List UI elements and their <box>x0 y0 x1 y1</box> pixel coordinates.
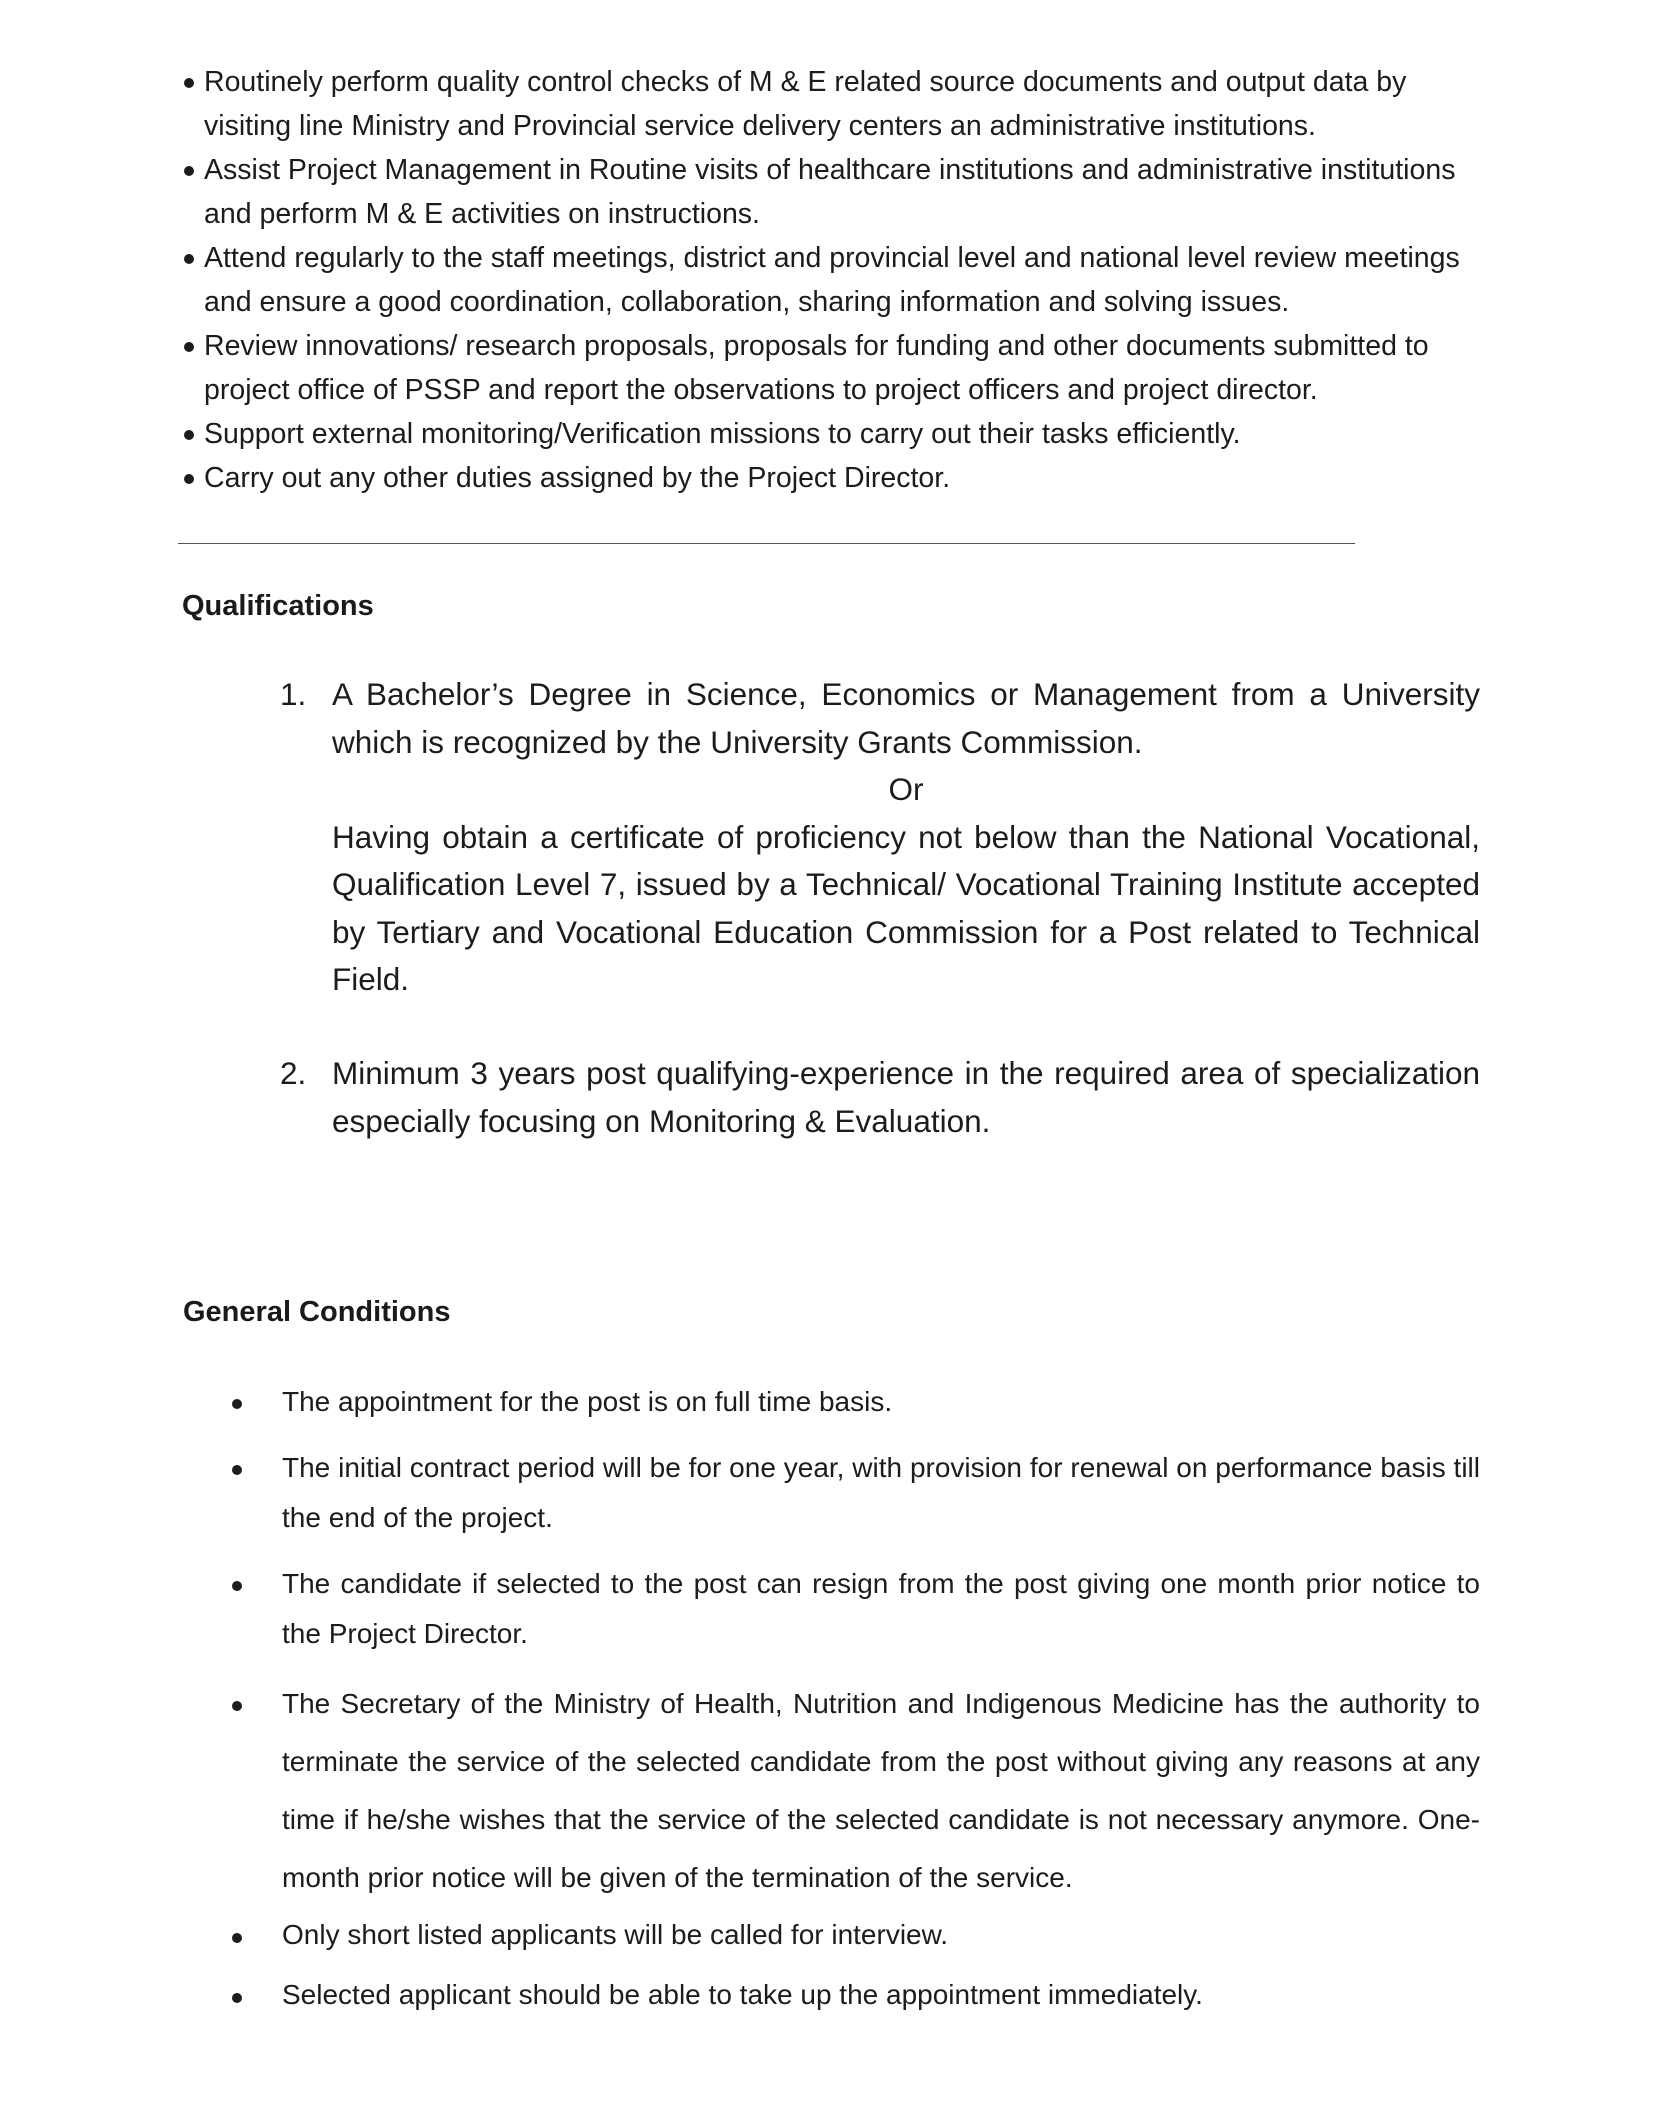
general-conditions-heading: General Conditions <box>183 1296 451 1328</box>
horizontal-divider <box>178 543 1355 544</box>
list-item <box>176 456 1476 500</box>
list-item <box>176 148 1476 236</box>
list-item <box>176 412 1476 456</box>
list-item <box>176 60 1476 148</box>
condition-text: The appointment for the post is on full time basis. <box>282 1386 893 1417</box>
qualification-text: A Bachelor’s Degree in Science, Economics or Management from a University which is recognized by the University Grants Commission. <box>332 676 1480 760</box>
bullet-icon <box>184 166 194 176</box>
condition-text: The candidate if selected to the post can resign from the post giving one month prior notice to the Project Director. <box>282 1568 1480 1649</box>
bullet-icon <box>232 1581 242 1591</box>
bullet-icon <box>184 78 194 88</box>
bullet-icon <box>232 1465 242 1475</box>
list-item <box>230 1973 1480 2017</box>
condition-text: Only short listed applicants will be called for interview. <box>282 1919 949 1950</box>
duty-text: Review innovations/ research proposals, proposals for funding and other documents submitted to project office of PSSP and report the observations to project officers and project director. <box>204 330 1429 406</box>
condition-text: The Secretary of the Ministry of Health, Nutrition and Indigenous Medicine has the authority to terminate the service of the selected candidate from the post without giving any reasons at any time if he/she wishes that the service of the selected candidate is not necessary anymore. One-month prior notice will be given of the termination of the service. <box>282 1688 1480 1893</box>
list-item <box>230 1559 1480 1659</box>
list-item <box>230 1675 1480 1907</box>
list-item <box>230 1913 1480 1957</box>
condition-text: Selected applicant should be able to take up the appointment immediately. <box>282 1979 1203 2010</box>
list-item <box>176 236 1476 324</box>
duty-text: Attend regularly to the staff meetings, district and provincial level and national level review meetings and ensure a good coordination, collaboration, sharing information and solving issues. <box>204 242 1460 318</box>
bullet-icon <box>232 1701 242 1711</box>
qualification-item <box>280 671 1480 1004</box>
bullet-icon <box>184 342 194 352</box>
bullet-icon <box>232 1933 242 1943</box>
bullet-icon <box>184 430 194 440</box>
bullet-icon <box>232 1993 242 2003</box>
list-item <box>230 1443 1480 1543</box>
qualifications-heading: Qualifications <box>182 590 374 622</box>
qualification-alt-text: Having obtain a certificate of proficiency not below than the National Vocational, Qualification Level 7, issued by a Technical/ Vocational Training Institute accepted by Tertiary and Vocational Education Commission for a Post related to Technical Field. <box>332 818 1480 997</box>
or-separator: Or <box>888 771 924 807</box>
duty-text: Carry out any other duties assigned by the Project Director. <box>204 462 951 494</box>
duty-text: Assist Project Management in Routine visits of healthcare institutions and administrative institutions and perform M & E activities on instructions. <box>204 154 1456 230</box>
duties-list <box>176 60 1476 500</box>
qualification-item <box>280 1050 1480 1145</box>
duty-text: Routinely perform quality control checks of M & E related source documents and output data by visiting line Ministry and Provincial service delivery centers an administrative institutions. <box>204 66 1407 142</box>
bullet-icon <box>184 474 194 484</box>
bullet-icon <box>232 1399 242 1409</box>
list-item <box>176 324 1476 412</box>
duty-text: Support external monitoring/Verification missions to carry out their tasks efficiently. <box>204 418 1241 450</box>
condition-text: The initial contract period will be for one year, with provision for renewal on performance basis till the end of the project. <box>282 1452 1480 1533</box>
item-number: 2. <box>280 1055 307 1091</box>
list-item <box>230 1377 1480 1427</box>
general-conditions-list <box>230 1377 1480 2033</box>
qualification-text: Minimum 3 years post qualifying-experience in the required area of specialization especially focusing on Monitoring & Evaluation. <box>332 1055 1480 1139</box>
item-number: 1. <box>280 676 307 712</box>
bullet-icon <box>184 254 194 264</box>
